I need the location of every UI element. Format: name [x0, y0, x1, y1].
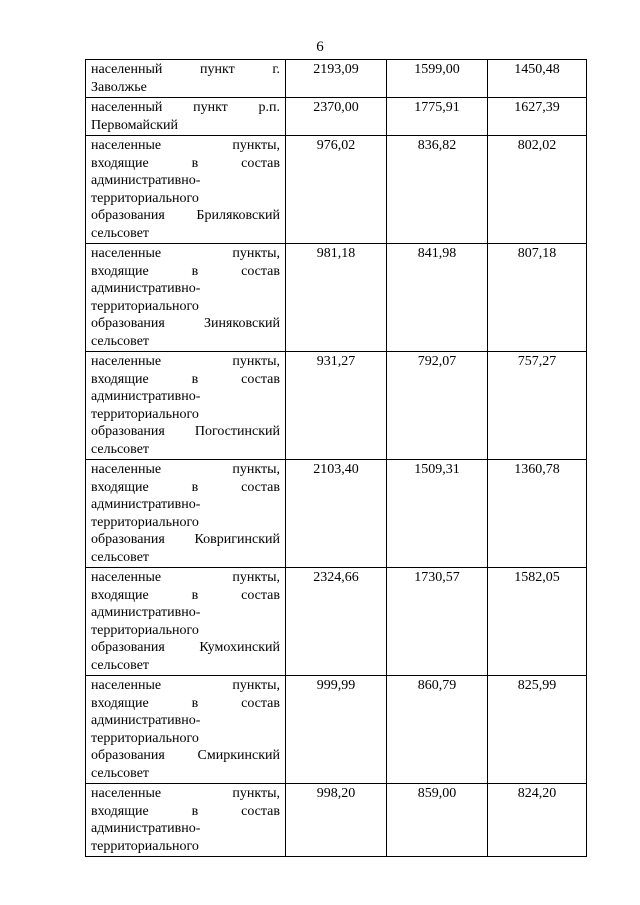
settlement-name-line [91, 747, 280, 765]
settlement-name-word: административно- [91, 389, 201, 404]
settlement-name-line [91, 298, 280, 316]
settlement-name-word: населенные [91, 138, 162, 153]
settlement-name-word: состав [241, 155, 280, 171]
settlement-name-word: в [191, 695, 199, 711]
settlement-name-word: р.п. [258, 100, 280, 115]
settlement-name-line [91, 155, 280, 173]
tariff-value-cell-2: 792,07 [387, 352, 488, 460]
settlement-name-word: территориального [91, 190, 199, 206]
tariff-table [85, 59, 587, 857]
settlement-name-word: административно- [91, 281, 201, 296]
tariff-table-body [86, 60, 587, 857]
settlement-name-line [91, 765, 280, 783]
settlement-name-word: сельсовет [91, 441, 150, 457]
settlement-name-line [91, 245, 280, 263]
settlement-name-word: г. [272, 62, 280, 77]
settlement-name-word: в [191, 155, 199, 171]
table-row [86, 136, 587, 244]
page-number: 6 [316, 39, 324, 55]
table-row [86, 784, 587, 857]
settlement-name-line [91, 117, 280, 135]
settlement-name-line [91, 423, 280, 441]
settlement-name-line [91, 820, 280, 838]
settlement-name-word: Бриляковский [196, 208, 280, 223]
tariff-value-cell-3: 1360,78 [488, 460, 587, 568]
settlement-name-word: состав [241, 803, 280, 819]
settlement-name-line [91, 280, 280, 298]
settlement-name-word: сельсовет [91, 657, 150, 673]
tariff-value-cell-3: 824,20 [488, 784, 587, 857]
settlement-name-line [91, 531, 280, 549]
settlement-name-word: Заволжье [91, 79, 147, 95]
tariff-value-cell-1: 2193,09 [286, 60, 387, 98]
settlement-name-line [91, 639, 280, 657]
settlement-name-line [91, 225, 280, 243]
settlement-name-word: населенные [91, 678, 162, 693]
tariff-value-cell-1: 2370,00 [286, 98, 387, 136]
settlement-name-word: территориального [91, 298, 199, 314]
settlement-name-word: образования [91, 316, 165, 331]
settlement-name-word: пункты, [232, 246, 280, 261]
settlement-name-word: образования [91, 424, 165, 439]
settlement-name-line [91, 496, 280, 514]
settlement-name-word: в [191, 803, 199, 819]
settlement-name-line [91, 99, 280, 117]
settlement-name-word: входящие [91, 587, 149, 603]
settlement-name-line [91, 569, 280, 587]
table-row [86, 676, 587, 784]
settlement-name-cell [86, 460, 286, 568]
tariff-value-cell-2: 836,82 [387, 136, 488, 244]
settlement-name-line [91, 190, 280, 208]
tariff-value-cell-1: 999,99 [286, 676, 387, 784]
settlement-name-word: Зиняковский [203, 316, 280, 331]
settlement-name-word: пункты, [232, 678, 280, 693]
tariff-value-cell-1: 981,18 [286, 244, 387, 352]
settlement-name-word: состав [241, 479, 280, 495]
settlement-name-line [91, 137, 280, 155]
tariff-value-cell-2: 859,00 [387, 784, 488, 857]
settlement-name-line [91, 61, 280, 79]
settlement-name-word: входящие [91, 371, 149, 387]
settlement-name-line [91, 695, 280, 713]
settlement-name-word: Смиркинский [197, 748, 280, 763]
settlement-name-cell [86, 784, 286, 857]
settlement-name-cell [86, 136, 286, 244]
settlement-name-cell [86, 352, 286, 460]
settlement-name-line [91, 371, 280, 389]
settlement-name-word: входящие [91, 695, 149, 711]
settlement-name-word: населенные [91, 462, 162, 477]
settlement-name-line [91, 604, 280, 622]
table-row [86, 60, 587, 98]
tariff-value-cell-3: 825,99 [488, 676, 587, 784]
settlement-name-word: территориального [91, 838, 199, 854]
settlement-name-word: пункты, [232, 138, 280, 153]
tariff-value-cell-3: 1450,48 [488, 60, 587, 98]
settlement-name-line [91, 730, 280, 748]
table-row [86, 460, 587, 568]
settlement-name-word: территориального [91, 406, 199, 422]
settlement-name-word: в [191, 479, 199, 495]
settlement-name-word: административно- [91, 173, 201, 188]
settlement-name-word: административно- [91, 605, 201, 620]
settlement-name-word: пункты, [232, 462, 280, 477]
settlement-name-line [91, 677, 280, 695]
tariff-value-cell-3: 802,02 [488, 136, 587, 244]
settlement-name-line [91, 514, 280, 532]
settlement-name-word: пункты, [232, 786, 280, 801]
settlement-name-word: населенный [91, 62, 163, 77]
settlement-name-cell [86, 60, 286, 98]
settlement-name-cell [86, 98, 286, 136]
settlement-name-word: административно- [91, 821, 201, 836]
settlement-name-line [91, 388, 280, 406]
settlement-name-word: территориального [91, 730, 199, 746]
settlement-name-word: входящие [91, 803, 149, 819]
tariff-value-cell-1: 931,27 [286, 352, 387, 460]
settlement-name-word: состав [241, 695, 280, 711]
table-row [86, 352, 587, 460]
table-row [86, 568, 587, 676]
settlement-name-word: входящие [91, 263, 149, 279]
settlement-name-line [91, 207, 280, 225]
tariff-value-cell-2: 860,79 [387, 676, 488, 784]
settlement-name-word: входящие [91, 479, 149, 495]
settlement-name-word: населенные [91, 786, 162, 801]
settlement-name-line [91, 353, 280, 371]
settlement-name-line [91, 587, 280, 605]
settlement-name-line [91, 315, 280, 333]
settlement-name-cell [86, 568, 286, 676]
settlement-name-line [91, 785, 280, 803]
tariff-value-cell-2: 841,98 [387, 244, 488, 352]
table-row [86, 244, 587, 352]
settlement-name-word: входящие [91, 155, 149, 171]
settlement-name-word: сельсовет [91, 225, 150, 241]
settlement-name-word: административно- [91, 713, 201, 728]
settlement-name-line [91, 549, 280, 567]
table-row [86, 98, 587, 136]
settlement-name-word: Погостинский [194, 424, 280, 439]
tariff-value-cell-3: 757,27 [488, 352, 587, 460]
settlement-name-word: образования [91, 208, 165, 223]
settlement-name-word: населенные [91, 246, 162, 261]
settlement-name-word: пункт [193, 100, 228, 115]
settlement-name-line [91, 838, 280, 856]
tariff-value-cell-1: 2103,40 [286, 460, 387, 568]
settlement-name-word: территориального [91, 514, 199, 530]
settlement-name-word: сельсовет [91, 333, 150, 349]
settlement-name-word: населенные [91, 354, 162, 369]
settlement-name-word: населенный [91, 100, 163, 115]
settlement-name-line [91, 461, 280, 479]
settlement-name-word: пункты, [232, 354, 280, 369]
settlement-name-word: сельсовет [91, 765, 150, 781]
tariff-value-cell-3: 1582,05 [488, 568, 587, 676]
settlement-name-line [91, 333, 280, 351]
settlement-name-word: административно- [91, 497, 201, 512]
tariff-value-cell-2: 1599,00 [387, 60, 488, 98]
settlement-name-cell [86, 676, 286, 784]
settlement-name-line [91, 263, 280, 281]
settlement-name-line [91, 441, 280, 459]
settlement-name-word: в [191, 371, 199, 387]
settlement-name-word: Кумохинский [199, 640, 280, 655]
settlement-name-line [91, 479, 280, 497]
settlement-name-line [91, 406, 280, 424]
settlement-name-word: населенные [91, 570, 162, 585]
settlement-name-word: состав [241, 371, 280, 387]
settlement-name-line [91, 172, 280, 190]
settlement-name-word: образования [91, 640, 165, 655]
settlement-name-line [91, 79, 280, 97]
settlement-name-line [91, 712, 280, 730]
settlement-name-word: образования [91, 748, 165, 763]
settlement-name-word: в [191, 263, 199, 279]
settlement-name-line [91, 657, 280, 675]
settlement-name-word: сельсовет [91, 549, 150, 565]
settlement-name-word: территориального [91, 622, 199, 638]
tariff-value-cell-3: 807,18 [488, 244, 587, 352]
settlement-name-word: Первомайский [91, 117, 179, 133]
settlement-name-word: состав [241, 263, 280, 279]
tariff-value-cell-3: 1627,39 [488, 98, 587, 136]
settlement-name-word: пункты, [232, 570, 280, 585]
tariff-value-cell-2: 1509,31 [387, 460, 488, 568]
settlement-name-word: состав [241, 587, 280, 603]
settlement-name-cell [86, 244, 286, 352]
settlement-name-line [91, 622, 280, 640]
settlement-name-word: Ковригинский [194, 532, 280, 547]
tariff-value-cell-2: 1730,57 [387, 568, 488, 676]
tariff-value-cell-2: 1775,91 [387, 98, 488, 136]
tariff-value-cell-1: 976,02 [286, 136, 387, 244]
tariff-value-cell-1: 2324,66 [286, 568, 387, 676]
settlement-name-word: в [191, 587, 199, 603]
settlement-name-line [91, 803, 280, 821]
settlement-name-word: образования [91, 532, 165, 547]
settlement-name-word: пункт [199, 62, 235, 77]
tariff-value-cell-1: 998,20 [286, 784, 387, 857]
